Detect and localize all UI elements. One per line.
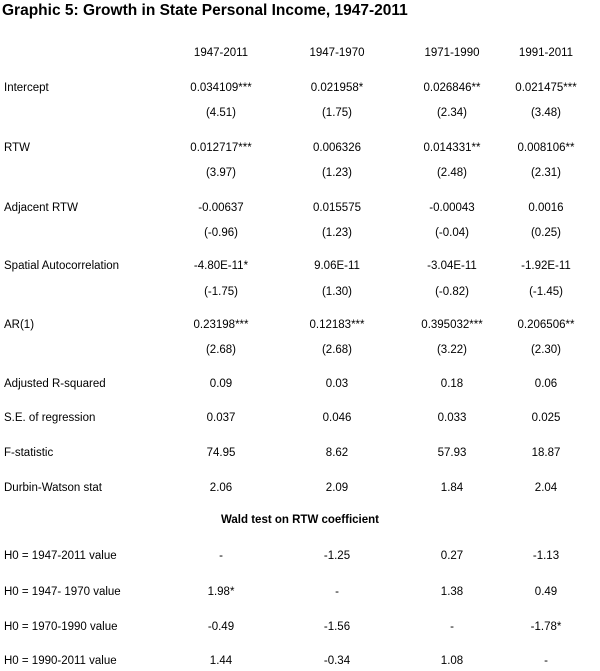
- wald-cell: -1.78*: [530, 621, 562, 633]
- stat-cell: 0.06: [534, 378, 558, 390]
- tstat-cell: (2.30): [530, 344, 562, 356]
- tstat-cell: (3.22): [436, 344, 468, 356]
- tstat-cell: (2.48): [436, 167, 468, 179]
- coefficient-cell: 0.23198***: [193, 319, 249, 331]
- row-label: F-statistic: [4, 447, 54, 459]
- wald-cell: -1.56: [323, 621, 351, 633]
- row-label: H0 = 1947-2011 value: [4, 550, 117, 562]
- coefficient-cell: 0.034109***: [190, 82, 252, 94]
- coefficient-cell: -4.80E-11*: [193, 260, 249, 272]
- tstat-cell: (1.30): [321, 286, 353, 298]
- tstat-cell: (1.75): [321, 107, 353, 119]
- coefficient-cell: 0.395032***: [421, 319, 483, 331]
- tstat-cell: (-1.75): [204, 286, 238, 298]
- row-label: H0 = 1947- 1970 value: [4, 586, 121, 598]
- wald-cell: -1.25: [323, 550, 351, 562]
- wald-cell: -0.34: [323, 655, 351, 667]
- coefficient-cell: 0.015575: [313, 202, 361, 214]
- stat-cell: 8.62: [325, 447, 349, 459]
- row-label: Durbin-Watson stat: [4, 482, 102, 494]
- row-label: Adjacent RTW: [4, 202, 78, 214]
- coefficient-cell: 0.006326: [313, 142, 361, 154]
- stat-cell: 0.033: [437, 412, 467, 424]
- wald-cell: -: [335, 586, 339, 598]
- tstat-cell: (-0.04): [435, 227, 469, 239]
- stat-cell: 57.93: [437, 447, 467, 459]
- coefficient-cell: 0.021958*: [310, 82, 364, 94]
- tstat-cell: (3.97): [205, 167, 237, 179]
- coefficient-cell: 0.008106**: [517, 142, 575, 154]
- wald-cell: -: [450, 621, 454, 633]
- column-header: 1947-1970: [309, 47, 365, 59]
- wald-cell: -: [219, 550, 223, 562]
- coefficient-cell: 0.12183***: [309, 319, 365, 331]
- wald-cell: 0.27: [440, 550, 464, 562]
- tstat-cell: (1.23): [321, 227, 353, 239]
- stat-cell: 2.06: [209, 482, 233, 494]
- stat-cell: 2.04: [534, 482, 558, 494]
- row-label: H0 = 1990-2011 value: [4, 655, 117, 667]
- tstat-cell: (2.68): [205, 344, 237, 356]
- stat-cell: 0.09: [209, 378, 233, 390]
- tstat-cell: (-1.45): [529, 286, 563, 298]
- wald-cell: 0.49: [534, 586, 558, 598]
- stat-cell: 0.03: [325, 378, 349, 390]
- stat-cell: 18.87: [531, 447, 561, 459]
- table-title: Graphic 5: Growth in State Personal Income, 1947-2011: [2, 2, 408, 19]
- coefficient-cell: 0.012717***: [190, 142, 252, 154]
- column-header: 1991-2011: [518, 47, 574, 59]
- coefficient-cell: 0.021475***: [515, 82, 577, 94]
- tstat-cell: (2.68): [321, 344, 353, 356]
- coefficient-cell: -1.92E-11: [521, 260, 571, 272]
- coefficient-cell: -0.00637: [198, 202, 244, 214]
- row-label: Spatial Autocorrelation: [4, 260, 120, 272]
- tstat-cell: (0.25): [530, 227, 562, 239]
- row-label: RTW: [4, 142, 30, 154]
- row-label: H0 = 1970-1990 value: [4, 621, 118, 633]
- coefficient-cell: 0.014331**: [423, 142, 481, 154]
- stat-cell: 2.09: [325, 482, 349, 494]
- tstat-cell: (3.48): [530, 107, 562, 119]
- row-label: Intercept: [4, 82, 49, 94]
- wald-cell: 1.38: [440, 586, 464, 598]
- wald-cell: 1.44: [209, 655, 233, 667]
- tstat-cell: (2.34): [436, 107, 468, 119]
- coefficient-cell: -3.04E-11: [427, 260, 477, 272]
- coefficient-cell: 0.026846**: [423, 82, 481, 94]
- tstat-cell: (-0.82): [435, 286, 469, 298]
- coefficient-cell: -0.00043: [429, 202, 475, 214]
- wald-section-title: Wald test on RTW coefficient: [220, 514, 380, 526]
- row-label: Adjusted R-squared: [4, 378, 106, 390]
- wald-cell: 1.98*: [207, 586, 235, 598]
- coefficient-cell: 0.206506**: [517, 319, 575, 331]
- wald-cell: -0.49: [207, 621, 235, 633]
- wald-cell: -1.13: [532, 550, 560, 562]
- tstat-cell: (-0.96): [204, 227, 238, 239]
- tstat-cell: (4.51): [205, 107, 237, 119]
- stat-cell: 74.95: [206, 447, 236, 459]
- column-header: 1947-2011: [193, 47, 249, 59]
- column-header: 1971-1990: [424, 47, 480, 59]
- stat-cell: 0.025: [531, 412, 561, 424]
- coefficient-cell: 0.0016: [528, 202, 564, 214]
- stat-cell: 1.84: [440, 482, 464, 494]
- stat-cell: 0.046: [322, 412, 352, 424]
- coefficient-cell: 9.06E-11: [314, 260, 360, 272]
- row-label: AR(1): [4, 319, 35, 331]
- row-label: S.E. of regression: [4, 412, 96, 424]
- tstat-cell: (2.31): [530, 167, 562, 179]
- wald-cell: -: [544, 655, 548, 667]
- wald-cell: 1.08: [440, 655, 464, 667]
- tstat-cell: (1.23): [321, 167, 353, 179]
- stat-cell: 0.037: [206, 412, 236, 424]
- stat-cell: 0.18: [440, 378, 464, 390]
